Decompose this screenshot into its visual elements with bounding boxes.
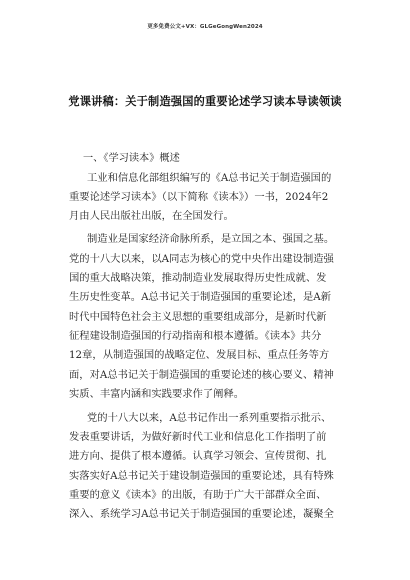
document-title: 党课讲稿：关于制造强国的重要论述学习读本导读领读: [68, 95, 342, 108]
paragraph-3-line-3: 进方向、提供了根本遵循。认真学习领会、宣传贯彻、扎: [69, 450, 327, 462]
section-heading: 一、《学习读本》概述: [83, 153, 180, 164]
header-promo-note: 更多免费公文+VX：GLGeGongWen2024: [147, 24, 263, 30]
paragraph-1-line-3: 月由人民出版社出版，在全国发行。: [69, 210, 234, 222]
paragraph-3-line-1: 党的十八大以来，A总书记作出一系列重要指示批示、: [87, 412, 332, 424]
paragraph-2-line-1: 制造业是国家经济命脉所系，是立国之本、强国之基。: [87, 233, 335, 245]
paragraph-1-line-1: 工业和信息化部组织编写的《A总书记关于制造强国的: [87, 172, 332, 184]
paragraph-2-line-8: 面，对A总书记关于制造强国的重要论述的核心要义、精神: [69, 369, 334, 381]
paragraph-3-line-2: 发表重要讲话，为做好新时代工业和信息化工作指明了前: [69, 431, 327, 443]
paragraph-2-line-5: 时代中国特色社会主义思想的重要组成部分，是新时代新: [69, 311, 327, 323]
paragraph-2-line-3: 国的重大战略决策，推动制造业发展取得历史性成就、发: [69, 272, 327, 284]
paragraph-2-line-7: 12章，从制造强国的战略定位、发展目标、重点任务等方: [69, 349, 330, 361]
paragraph-2-line-9: 实质、丰富内涵和实践要求作了阐释。: [69, 388, 245, 400]
paragraph-3-line-6: 深入、系统学习A总书记关于制造强国的重要论述，凝聚全: [69, 508, 334, 520]
paragraph-3-line-4: 实落实好A总书记关于建设制造强国的重要论述，具有特殊: [69, 470, 334, 482]
paragraph-2-line-4: 生历史性变革。A总书记关于制造强国的重要论述，是A新: [69, 291, 331, 303]
paragraph-1-line-2: 重要论述学习读本》（以下简称《读本》）一书，2024年2: [69, 191, 329, 203]
paragraph-2-line-6: 征程建设制造强国的行动指南和根本遵循。《读本》共分: [69, 330, 322, 342]
paragraph-3-line-5: 重要的意义《读本》的出版，有助于广大干部群众全面、: [69, 489, 327, 501]
paragraph-2-line-2: 党的十八大以来，以A同志为核心的党中央作出建设制造强: [69, 253, 334, 265]
